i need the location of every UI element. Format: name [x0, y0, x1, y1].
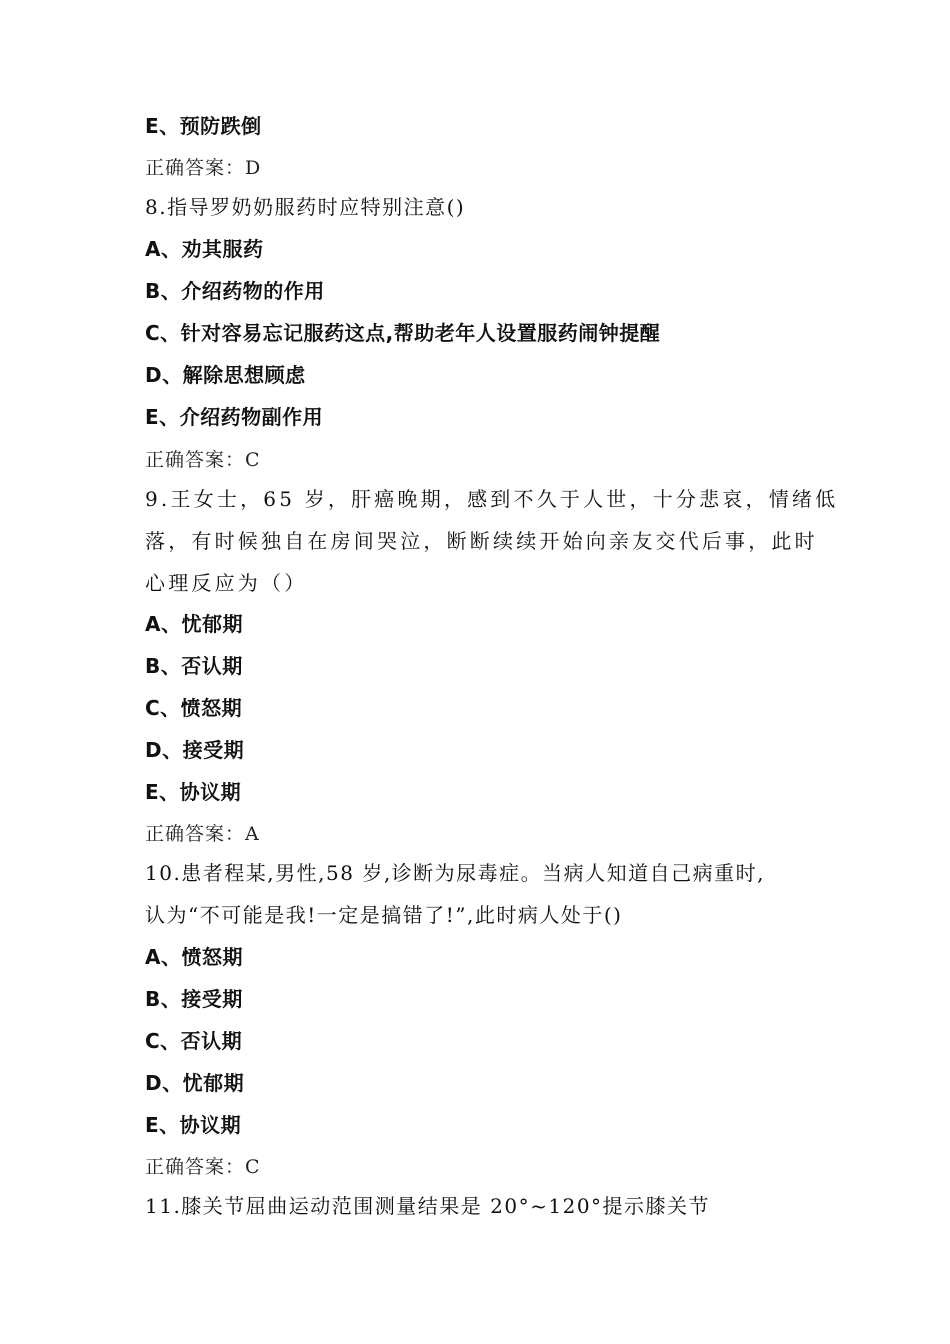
q7-option-e: E、预防跌倒 — [145, 114, 262, 138]
q8-option-d: D、解除思想顾虑 — [145, 363, 306, 387]
q8-stem: 8.指导罗奶奶服药时应特别注意() — [145, 195, 466, 219]
q10-stem-line-1: 10.患者程某,男性,58 岁,诊断为尿毒症。当病人知道自己病重时, — [145, 861, 766, 885]
q10-option-b: B、接受期 — [145, 987, 243, 1011]
q11-stem: 11.膝关节屈曲运动范围测量结果是 20°~120°提示膝关节 — [145, 1194, 711, 1218]
q10-answer: 正确答案：C — [145, 1156, 261, 1178]
q8-option-c: C、针对容易忘记服药这点,帮助老年人设置服药闹钟提醒 — [145, 321, 661, 345]
q10-option-c: C、否认期 — [145, 1029, 243, 1053]
q8-option-b: B、介绍药物的作用 — [145, 279, 325, 303]
q9-option-d: D、接受期 — [145, 738, 245, 762]
q9-stem-line-2: 落，有时候独自在房间哭泣，断断续续开始向亲友交代后事，此时 — [145, 529, 818, 553]
q9-stem-line-3: 心理反应为（） — [145, 571, 308, 595]
q10-stem-line-2: 认为“不可能是我!一定是搞错了!”,此时病人处于() — [145, 903, 623, 927]
q8-answer: 正确答案：C — [145, 449, 261, 471]
q9-option-c: C、愤怒期 — [145, 696, 243, 720]
q10-option-e: E、协议期 — [145, 1113, 242, 1137]
q9-option-b: B、否认期 — [145, 654, 243, 678]
q9-answer: 正确答案：A — [145, 823, 260, 845]
q10-option-d: D、忧郁期 — [145, 1071, 245, 1095]
q10-option-a: A、愤怒期 — [145, 945, 243, 969]
q8-option-a: A、劝其服药 — [145, 237, 264, 261]
q9-option-a: A、忧郁期 — [145, 612, 243, 636]
q8-option-e: E、介绍药物副作用 — [145, 405, 324, 429]
q7-answer: 正确答案：D — [145, 157, 262, 179]
q9-option-e: E、协议期 — [145, 780, 242, 804]
q9-stem-line-1: 9.王女士，65 岁，肝癌晚期，感到不久于人世，十分悲哀，情绪低 — [145, 487, 839, 511]
